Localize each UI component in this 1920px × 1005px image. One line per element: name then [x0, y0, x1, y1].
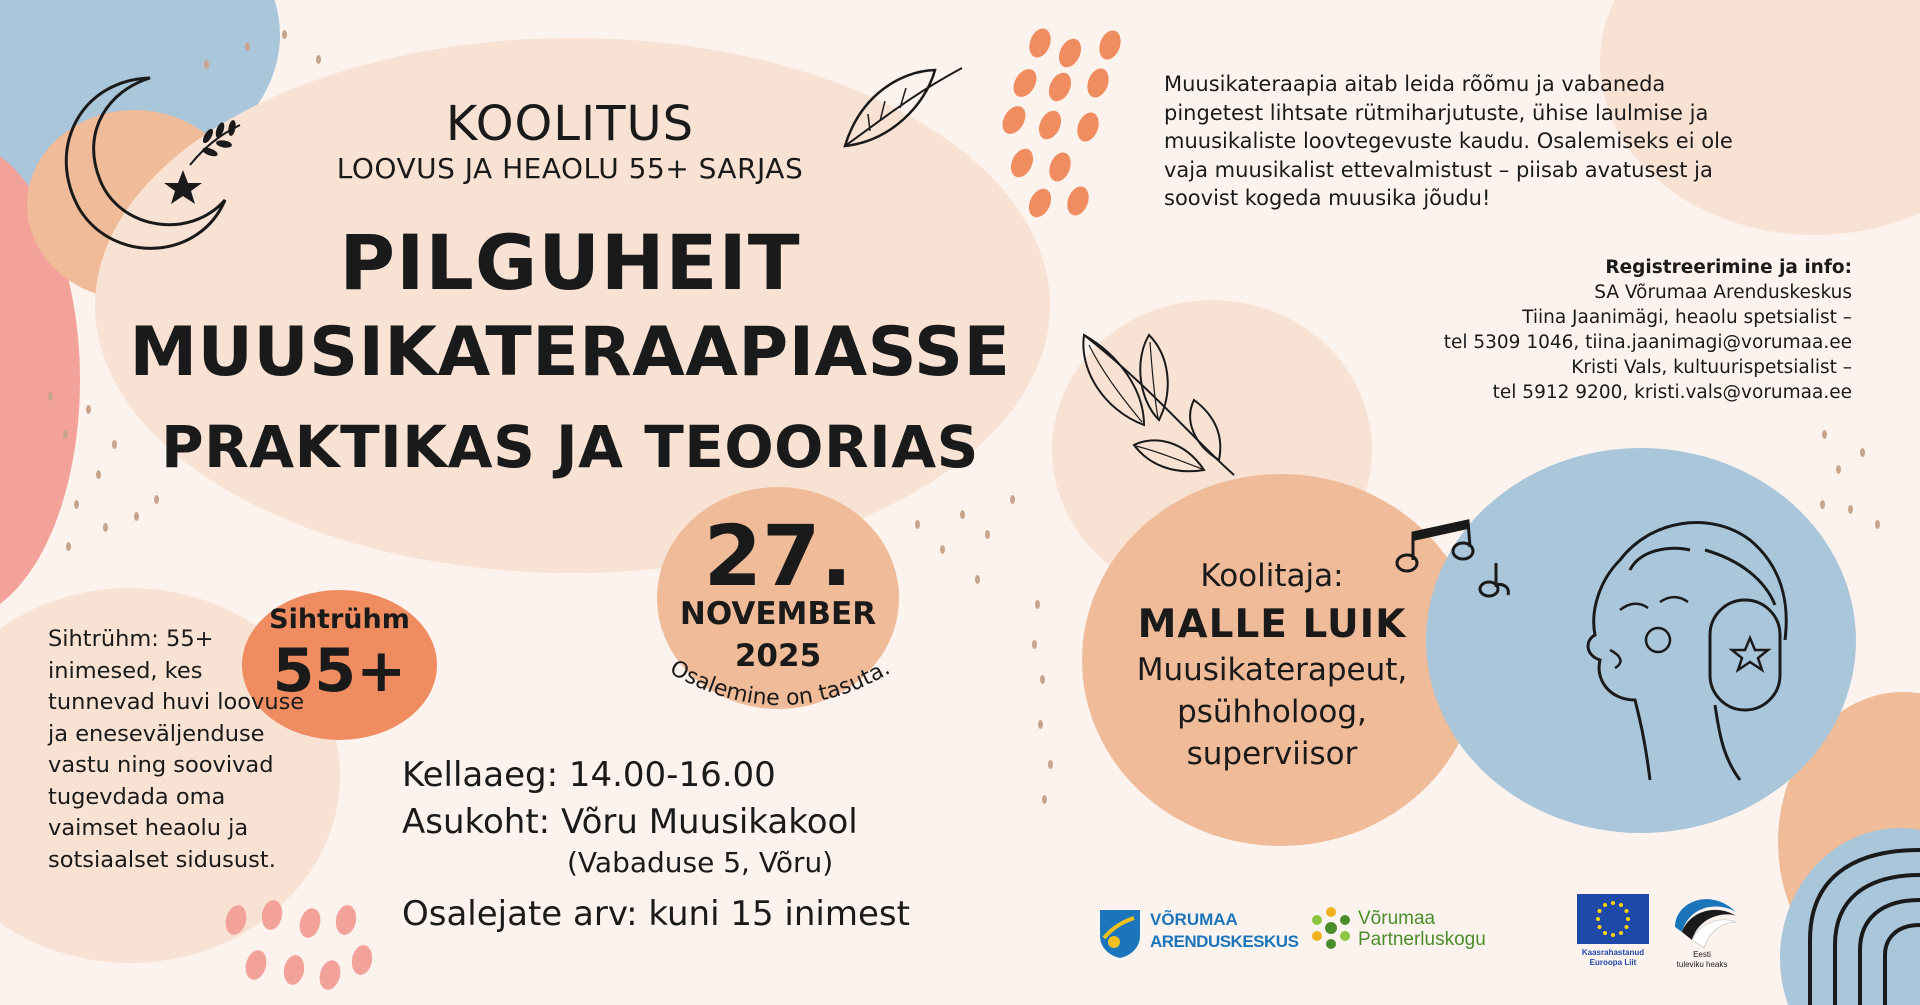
target-badge-value: 55+ — [272, 636, 407, 706]
logo-vorumaa-partnerluskogu[interactable] — [1306, 903, 1496, 957]
logo-eu-cofunded[interactable] — [1572, 894, 1662, 974]
contact-2-details: tel 5912 9200, kristi.vals@vorumaa.ee — [1492, 382, 1852, 403]
logo-partner-line1: Võrumaa — [1358, 908, 1436, 929]
intro-paragraph: Muusikateraapia aitab leida rõõmu ja vabaneda pingetest lihtsate rütmiharjutuste, ühise laulmise ja muusikaliste loovtegevuste kaudu. Osalemiseks ei ole vaja muusikalist ettevalmistust – piisab avatusest ja soovist kogeda muusika jõudu! — [1164, 72, 1733, 210]
contact-1-name: Tiina Jaanimägi, heaolu spetsialist – — [1522, 307, 1852, 328]
fee-note: Osalemine on tasuta. — [665, 655, 895, 712]
music-notes-icon — [1398, 515, 1533, 625]
date-year: 2025 — [734, 638, 822, 674]
detail-location: Asukoht: Võru Muusikakool — [402, 802, 858, 842]
partnerluskogu-flower-icon — [1306, 903, 1356, 953]
estonian-flag-swirl-icon — [1670, 892, 1738, 950]
trainer-role-3: superviisor — [1186, 736, 1358, 772]
registration-info — [1380, 255, 1852, 405]
detail-participants: Osalejate arv: kuni 15 inimest — [402, 894, 910, 934]
logo-vorumaa-arenduskeskus[interactable] — [1098, 906, 1299, 956]
contact-1-details: tel 5309 1046, tiina.jaanimagi@vorumaa.ee — [1443, 332, 1852, 353]
logo-eu-line2: Euroopa Liit — [1589, 958, 1637, 967]
logo-eesti-line2: tuleviku heaks — [1676, 960, 1728, 969]
logo-eesti-tuleviku-heaks[interactable] — [1668, 892, 1748, 972]
target-badge-label: Sihtrühm — [269, 604, 410, 635]
logo-vak-line1: VÕRUMAA — [1150, 910, 1238, 929]
logo-vak-line2: ARENDUSKESKUS — [1150, 932, 1299, 951]
date-day: 27. — [703, 507, 853, 605]
leaf-branch-icon — [1074, 330, 1239, 480]
fee-note-arc — [640, 620, 920, 740]
trainer-label: Koolitaja: — [1200, 558, 1344, 594]
title-line-3: PRAKTIKAS JA TEOORIAS — [161, 413, 979, 481]
trainer-role-2: psühholoog, — [1177, 694, 1367, 730]
eu-flag-icon — [1577, 894, 1649, 944]
detail-address: (Vabaduse 5, Võru) — [567, 846, 834, 879]
leaf-icon — [840, 66, 965, 151]
trainer-name: MALLE LUIK — [1137, 602, 1407, 647]
registration-heading: Registreerimine ja info: — [1605, 257, 1852, 278]
headphones-face-icon — [1540, 490, 1810, 790]
contact-2-name: Kristi Vals, kultuurispetsialist – — [1571, 357, 1852, 378]
target-description: Sihtrühm: 55+ inimesed, kes tunnevad huvi loovuse ja eneseväljenduse vastu ning soovivad tugevdada oma vaimset heaolu ja sotsiaalset sidusust. — [48, 626, 305, 873]
title-line-2: MUUSIKATERAAPIASSE — [129, 313, 1011, 392]
title-line-1: PILGUHEIT — [339, 218, 801, 307]
svg-text:Osalemine on tasuta. — [666, 656, 895, 711]
rainbow-arcs-icon — [1790, 830, 1920, 1005]
logo-partner-line2: Partnerluskogu — [1358, 929, 1486, 950]
series-label: LOOVUS JA HEAOLU 55+ SARJAS — [336, 152, 804, 185]
trainer-role-1: Muusikaterapeut, — [1136, 652, 1408, 688]
registration-org: SA Võrumaa Arenduskeskus — [1594, 282, 1852, 303]
logo-eu-line1: Kaasrahastanud — [1581, 948, 1645, 957]
logo-eesti-line1: Eesti — [1693, 950, 1711, 959]
kicker-label: KOOLITUS — [445, 96, 695, 152]
date-month: NOVEMBER — [679, 596, 877, 632]
detail-time: Kellaaeg: 14.00-16.00 — [402, 755, 776, 795]
event-details — [402, 755, 962, 934]
shield-icon — [1098, 908, 1142, 960]
